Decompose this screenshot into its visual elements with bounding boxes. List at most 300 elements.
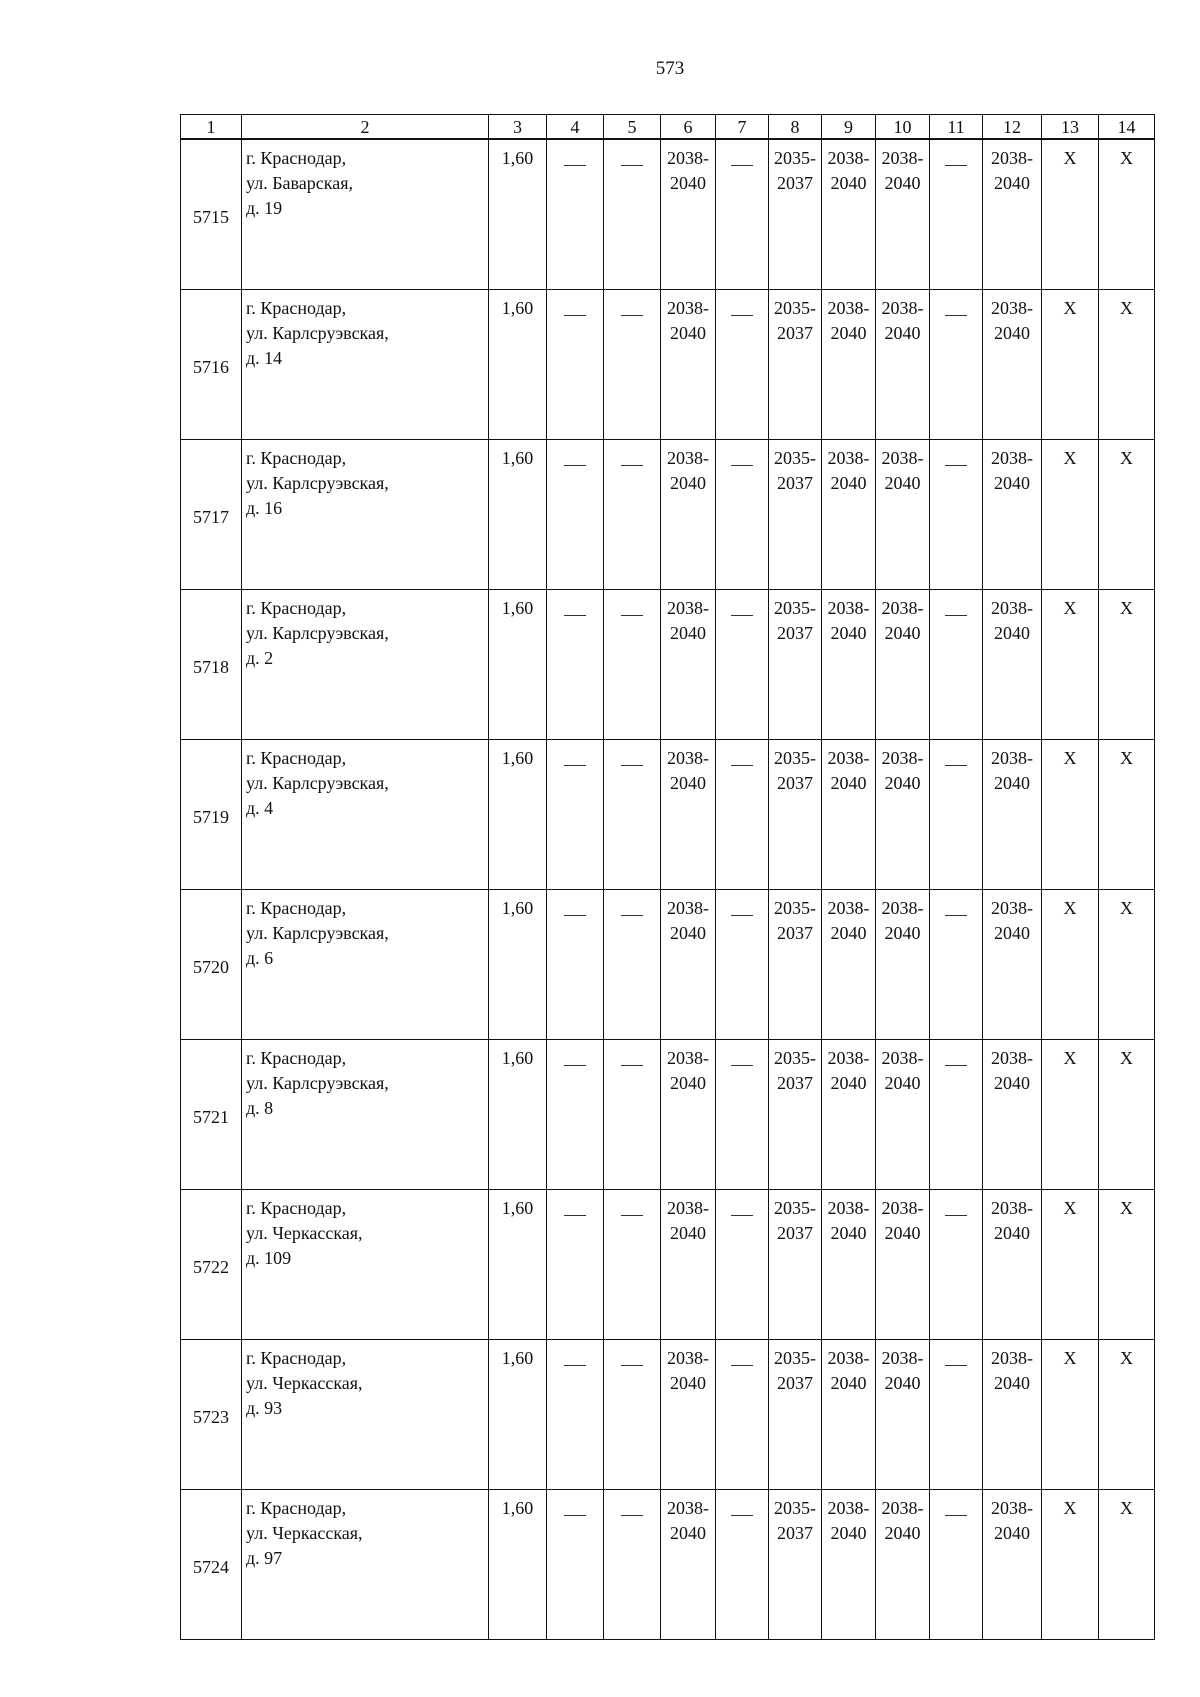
dash-mark — [564, 765, 586, 766]
period-start: 2038- — [991, 298, 1033, 318]
empty-value-cell — [716, 440, 769, 590]
row-number-cell: 5717 — [181, 440, 242, 590]
empty-value-cell — [604, 740, 661, 890]
address-line: д. 8 — [246, 1098, 274, 1118]
period-cell — [661, 440, 716, 590]
period-cell — [661, 1040, 716, 1190]
period-cell — [822, 590, 876, 740]
period-end: 2040 — [670, 173, 706, 193]
address-cell — [242, 1190, 489, 1340]
period-cell — [822, 1340, 876, 1490]
period-cell — [769, 139, 822, 290]
period-cell — [769, 590, 822, 740]
dash-mark — [731, 315, 753, 316]
table-row — [181, 740, 1155, 890]
period-start: 2035- — [774, 298, 816, 318]
value-cell: 1,60 — [489, 139, 547, 290]
period-cell — [661, 1340, 716, 1490]
row-number-cell: 5715 — [181, 139, 242, 290]
period-cell — [822, 1490, 876, 1640]
x-mark-cell: X — [1099, 1340, 1155, 1490]
period-end: 2040 — [670, 1073, 706, 1093]
address-line: ул. Карлсруэвская, — [246, 473, 389, 493]
column-header: 7 — [716, 115, 769, 140]
period-cell — [769, 1340, 822, 1490]
x-mark-cell: X — [1099, 740, 1155, 890]
value-cell: 1,60 — [489, 1340, 547, 1490]
dash-mark — [564, 1215, 586, 1216]
value-cell: 1,60 — [489, 590, 547, 740]
x-mark-cell: X — [1099, 440, 1155, 590]
empty-value-cell — [547, 1340, 604, 1490]
empty-value-cell — [547, 890, 604, 1040]
period-start: 2038- — [667, 148, 709, 168]
period-cell — [769, 890, 822, 1040]
value-cell: 1,60 — [489, 1040, 547, 1190]
period-end: 2040 — [994, 1073, 1030, 1093]
period-end: 2037 — [777, 1373, 813, 1393]
period-start: 2035- — [774, 1198, 816, 1218]
period-end: 2040 — [884, 1073, 921, 1093]
period-start: 2035- — [774, 1498, 816, 1518]
period-start: 2035- — [774, 748, 816, 768]
dash-mark — [731, 1515, 753, 1516]
period-cell — [876, 740, 930, 890]
period-cell — [876, 1490, 930, 1640]
period-end: 2040 — [830, 1523, 867, 1543]
table-row — [181, 1490, 1155, 1640]
period-start: 2038- — [667, 748, 709, 768]
dash-mark — [731, 1365, 753, 1366]
period-end: 2040 — [884, 923, 921, 943]
period-start: 2038- — [827, 1048, 870, 1068]
column-header: 11 — [930, 115, 983, 140]
period-cell — [769, 1040, 822, 1190]
period-end: 2037 — [777, 473, 813, 493]
address-line: ул. Карлсруэвская, — [246, 923, 389, 943]
address-cell — [242, 890, 489, 1040]
address-cell — [242, 590, 489, 740]
empty-value-cell — [716, 139, 769, 290]
period-end: 2037 — [777, 173, 813, 193]
period-cell — [769, 1190, 822, 1340]
address-line: ул. Карлсруэвская, — [246, 323, 389, 343]
column-header: 3 — [489, 115, 547, 140]
empty-value-cell — [604, 1190, 661, 1340]
empty-value-cell — [604, 440, 661, 590]
dash-mark — [621, 1065, 643, 1066]
period-start: 2038- — [827, 1498, 870, 1518]
period-start: 2038- — [881, 148, 924, 168]
empty-value-cell — [930, 1490, 983, 1640]
x-mark-cell: X — [1099, 139, 1155, 290]
period-start: 2035- — [774, 1348, 816, 1368]
period-cell — [822, 1190, 876, 1340]
empty-value-cell — [604, 290, 661, 440]
table-row — [181, 1040, 1155, 1190]
dash-mark — [564, 915, 586, 916]
x-mark-cell: X — [1042, 139, 1099, 290]
column-header: 14 — [1099, 115, 1155, 140]
period-end: 2040 — [884, 1523, 921, 1543]
period-cell — [661, 890, 716, 1040]
address-line: ул. Черкасская, — [246, 1223, 363, 1243]
address-line: ул. Баварская, — [246, 173, 353, 193]
value-cell: 1,60 — [489, 740, 547, 890]
empty-value-cell — [547, 740, 604, 890]
period-cell — [661, 1490, 716, 1640]
dash-mark — [564, 1065, 586, 1066]
period-start: 2038- — [881, 298, 924, 318]
period-start: 2038- — [991, 1348, 1033, 1368]
dash-mark — [621, 1365, 643, 1366]
row-number-cell: 5723 — [181, 1340, 242, 1490]
period-end: 2040 — [830, 173, 867, 193]
address-line: д. 109 — [246, 1248, 292, 1268]
period-start: 2038- — [667, 1198, 709, 1218]
empty-value-cell — [716, 740, 769, 890]
column-header: 4 — [547, 115, 604, 140]
address-line: д. 4 — [246, 798, 274, 818]
x-mark-cell: X — [1099, 590, 1155, 740]
row-number-cell: 5719 — [181, 740, 242, 890]
empty-value-cell — [716, 1340, 769, 1490]
period-cell — [983, 1490, 1042, 1640]
dash-mark — [731, 1065, 753, 1066]
dash-mark — [621, 465, 643, 466]
address-line: ул. Черкасская, — [246, 1523, 363, 1543]
x-mark-cell: X — [1042, 1340, 1099, 1490]
period-end: 2040 — [830, 1073, 867, 1093]
address-cell — [242, 440, 489, 590]
period-start: 2035- — [774, 598, 816, 618]
empty-value-cell — [930, 440, 983, 590]
column-header: 2 — [242, 115, 489, 140]
address-line: ул. Черкасская, — [246, 1373, 363, 1393]
x-mark-cell: X — [1099, 1490, 1155, 1640]
period-cell — [822, 740, 876, 890]
empty-value-cell — [604, 139, 661, 290]
period-cell — [661, 1190, 716, 1340]
address-line: г. Краснодар, — [246, 448, 347, 468]
dash-mark — [621, 1215, 643, 1216]
dash-mark — [731, 765, 753, 766]
dash-mark — [945, 1515, 967, 1516]
dash-mark — [621, 1515, 643, 1516]
x-mark-cell: X — [1099, 890, 1155, 1040]
empty-value-cell — [930, 1340, 983, 1490]
period-cell — [769, 1490, 822, 1640]
period-start: 2038- — [827, 898, 870, 918]
x-mark-cell: X — [1042, 590, 1099, 740]
address-line: д. 6 — [246, 948, 274, 968]
dash-mark — [621, 165, 643, 166]
period-cell — [661, 290, 716, 440]
period-end: 2040 — [884, 1373, 921, 1393]
period-cell — [983, 590, 1042, 740]
period-cell — [876, 1040, 930, 1190]
period-start: 2038- — [881, 748, 924, 768]
x-mark-cell: X — [1042, 1040, 1099, 1190]
table-row — [181, 440, 1155, 590]
address-line: д. 14 — [246, 348, 283, 368]
period-end: 2040 — [994, 623, 1030, 643]
dash-mark — [945, 165, 967, 166]
x-mark-cell: X — [1042, 740, 1099, 890]
dash-mark — [564, 315, 586, 316]
table-row — [181, 1190, 1155, 1340]
table-row — [181, 1340, 1155, 1490]
x-mark-cell: X — [1042, 1190, 1099, 1340]
empty-value-cell — [930, 890, 983, 1040]
row-number-cell: 5721 — [181, 1040, 242, 1190]
period-end: 2040 — [670, 1523, 706, 1543]
period-start: 2038- — [881, 598, 924, 618]
row-number-cell: 5722 — [181, 1190, 242, 1340]
period-start: 2038- — [991, 598, 1033, 618]
address-cell — [242, 1040, 489, 1190]
column-header: 5 — [604, 115, 661, 140]
period-start: 2038- — [881, 1498, 924, 1518]
dash-mark — [564, 465, 586, 466]
empty-value-cell — [547, 1040, 604, 1190]
x-mark-cell: X — [1099, 1040, 1155, 1190]
dash-mark — [945, 465, 967, 466]
period-end: 2040 — [994, 173, 1030, 193]
dash-mark — [731, 465, 753, 466]
column-header: 12 — [983, 115, 1042, 140]
dash-mark — [731, 1215, 753, 1216]
x-mark-cell: X — [1042, 290, 1099, 440]
address-line: г. Краснодар, — [246, 148, 347, 168]
dash-mark — [731, 615, 753, 616]
dash-mark — [564, 1365, 586, 1366]
column-header: 8 — [769, 115, 822, 140]
empty-value-cell — [716, 590, 769, 740]
period-cell — [876, 139, 930, 290]
dash-mark — [621, 915, 643, 916]
empty-value-cell — [930, 740, 983, 890]
period-end: 2040 — [830, 1223, 867, 1243]
empty-value-cell — [604, 590, 661, 740]
value-cell: 1,60 — [489, 1190, 547, 1340]
period-cell — [983, 139, 1042, 290]
period-start: 2035- — [774, 148, 816, 168]
x-mark-cell: X — [1099, 290, 1155, 440]
dash-mark — [731, 915, 753, 916]
table-row — [181, 890, 1155, 1040]
period-cell — [983, 1190, 1042, 1340]
x-mark-cell: X — [1042, 1490, 1099, 1640]
empty-value-cell — [604, 1040, 661, 1190]
period-end: 2037 — [777, 1073, 813, 1093]
empty-value-cell — [604, 890, 661, 1040]
period-start: 2038- — [667, 598, 709, 618]
address-cell — [242, 1490, 489, 1640]
period-end: 2037 — [777, 1523, 813, 1543]
dash-mark — [945, 315, 967, 316]
period-cell — [876, 590, 930, 740]
period-end: 2037 — [777, 773, 813, 793]
period-end: 2040 — [884, 173, 921, 193]
period-start: 2038- — [827, 598, 870, 618]
period-end: 2040 — [830, 323, 867, 343]
address-line: г. Краснодар, — [246, 1048, 347, 1068]
period-cell — [822, 1040, 876, 1190]
period-cell — [769, 440, 822, 590]
x-mark-cell: X — [1042, 890, 1099, 1040]
empty-value-cell — [716, 890, 769, 1040]
period-start: 2038- — [991, 1498, 1033, 1518]
dash-mark — [621, 765, 643, 766]
period-end: 2040 — [670, 473, 706, 493]
period-start: 2035- — [774, 1048, 816, 1068]
empty-value-cell — [547, 590, 604, 740]
period-end: 2040 — [670, 1223, 706, 1243]
period-cell — [822, 890, 876, 1040]
period-start: 2038- — [881, 1198, 924, 1218]
period-start: 2038- — [667, 1048, 709, 1068]
period-cell — [769, 740, 822, 890]
period-end: 2040 — [670, 923, 706, 943]
period-cell — [661, 590, 716, 740]
period-end: 2040 — [670, 323, 706, 343]
dash-mark — [621, 315, 643, 316]
address-line: г. Краснодар, — [246, 748, 347, 768]
empty-value-cell — [716, 1490, 769, 1640]
address-line: ул. Карлсруэвская, — [246, 1073, 389, 1093]
empty-value-cell — [930, 139, 983, 290]
period-end: 2040 — [670, 623, 706, 643]
period-cell — [983, 740, 1042, 890]
period-start: 2038- — [667, 298, 709, 318]
address-line: д. 16 — [246, 498, 283, 518]
period-end: 2040 — [830, 1373, 867, 1393]
empty-value-cell — [716, 290, 769, 440]
address-cell — [242, 290, 489, 440]
dash-mark — [731, 165, 753, 166]
address-line: г. Краснодар, — [246, 298, 347, 318]
table-row — [181, 590, 1155, 740]
dash-mark — [621, 615, 643, 616]
period-cell — [769, 290, 822, 440]
period-start: 2038- — [991, 898, 1033, 918]
period-start: 2035- — [774, 898, 816, 918]
period-end: 2037 — [777, 923, 813, 943]
period-start: 2035- — [774, 448, 816, 468]
period-end: 2040 — [994, 923, 1030, 943]
register-table — [180, 114, 1155, 1640]
table-row — [181, 139, 1155, 290]
period-end: 2040 — [884, 473, 921, 493]
period-cell — [876, 1340, 930, 1490]
period-end: 2037 — [777, 323, 813, 343]
period-cell — [983, 1040, 1042, 1190]
period-start: 2038- — [881, 448, 924, 468]
dash-mark — [945, 615, 967, 616]
column-header: 9 — [822, 115, 876, 140]
row-number-cell: 5718 — [181, 590, 242, 740]
empty-value-cell — [604, 1490, 661, 1640]
period-start: 2038- — [991, 1198, 1033, 1218]
empty-value-cell — [930, 1040, 983, 1190]
column-header: 13 — [1042, 115, 1099, 140]
address-line: г. Краснодар, — [246, 1348, 347, 1368]
column-header: 6 — [661, 115, 716, 140]
period-end: 2040 — [994, 323, 1030, 343]
period-end: 2037 — [777, 623, 813, 643]
value-cell: 1,60 — [489, 290, 547, 440]
address-line: д. 2 — [246, 648, 274, 668]
address-line: ул. Карлсруэвская, — [246, 773, 389, 793]
empty-value-cell — [547, 1190, 604, 1340]
dash-mark — [564, 615, 586, 616]
period-end: 2040 — [994, 1373, 1030, 1393]
period-cell — [822, 440, 876, 590]
empty-value-cell — [604, 1340, 661, 1490]
period-end: 2040 — [884, 1223, 921, 1243]
period-start: 2038- — [881, 898, 924, 918]
table-row — [181, 290, 1155, 440]
period-cell — [983, 440, 1042, 590]
period-start: 2038- — [667, 898, 709, 918]
period-start: 2038- — [991, 1048, 1033, 1068]
period-end: 2040 — [830, 773, 867, 793]
column-header: 1 — [181, 115, 242, 140]
period-cell — [876, 890, 930, 1040]
period-cell — [661, 139, 716, 290]
period-cell — [983, 1340, 1042, 1490]
period-start: 2038- — [667, 1348, 709, 1368]
dash-mark — [564, 1515, 586, 1516]
empty-value-cell — [547, 290, 604, 440]
period-end: 2040 — [670, 1373, 706, 1393]
dash-mark — [945, 1365, 967, 1366]
period-start: 2038- — [667, 448, 709, 468]
empty-value-cell — [716, 1040, 769, 1190]
dash-mark — [945, 915, 967, 916]
empty-value-cell — [547, 1490, 604, 1640]
period-cell — [822, 290, 876, 440]
period-end: 2040 — [994, 773, 1030, 793]
period-start: 2038- — [991, 748, 1033, 768]
row-number-cell: 5720 — [181, 890, 242, 1040]
address-line: д. 93 — [246, 1398, 283, 1418]
page-number: 573 — [655, 58, 685, 79]
period-start: 2038- — [991, 448, 1033, 468]
address-line: г. Краснодар, — [246, 598, 347, 618]
address-cell — [242, 740, 489, 890]
value-cell: 1,60 — [489, 1490, 547, 1640]
address-line: г. Краснодар, — [246, 1198, 347, 1218]
period-end: 2040 — [994, 1223, 1030, 1243]
period-cell — [876, 1190, 930, 1340]
period-cell — [661, 740, 716, 890]
period-end: 2040 — [830, 923, 867, 943]
empty-value-cell — [716, 1190, 769, 1340]
period-end: 2040 — [994, 473, 1030, 493]
address-line: д. 19 — [246, 198, 283, 218]
dash-mark — [945, 1065, 967, 1066]
dash-mark — [945, 765, 967, 766]
address-cell — [242, 1340, 489, 1490]
table-body — [181, 115, 1155, 1640]
period-end: 2040 — [884, 323, 921, 343]
empty-value-cell — [930, 590, 983, 740]
period-end: 2040 — [884, 773, 921, 793]
empty-value-cell — [547, 139, 604, 290]
column-header: 10 — [876, 115, 930, 140]
